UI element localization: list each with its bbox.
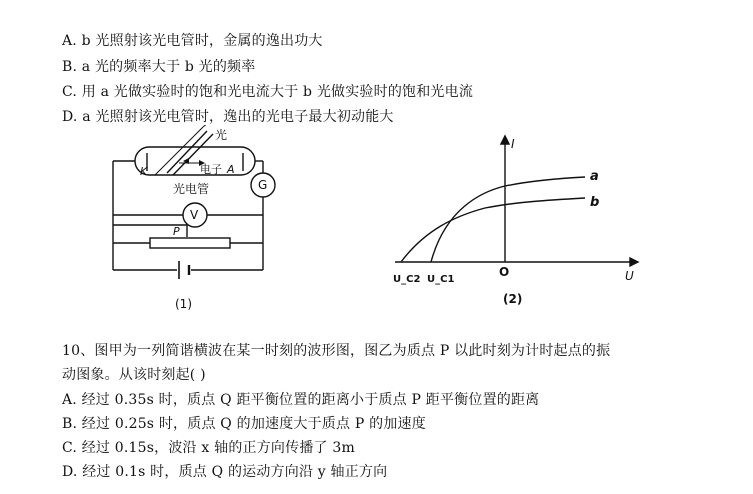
curve-b-label: b	[590, 195, 600, 210]
curve-a-label: a	[590, 169, 599, 184]
q9-option-a: A. b 光照射该光电管时，金属的逸出功大	[62, 33, 323, 49]
figure1-caption: (1)	[175, 297, 192, 311]
q10-stem-line2: 动图象。从该时刻起( )	[62, 367, 206, 383]
phototube	[135, 147, 255, 175]
q10-option-b: B. 经过 0.25s 时，质点 Q 的加速度大于质点 P 的加速度	[62, 416, 426, 432]
origin-label: O	[499, 265, 510, 279]
x-axis-label: U	[625, 269, 634, 283]
uc2-label: U_C2	[393, 274, 421, 285]
q10-option-d: D. 经过 0.1s 时，质点 Q 的运动方向沿 y 轴正方向	[62, 464, 388, 480]
figure2-caption: (2)	[503, 292, 523, 306]
electron-label: 电子	[200, 163, 222, 176]
light-label: 光	[215, 128, 228, 142]
q9-option-b: B. a 光的频率大于 b 光的频率	[62, 59, 256, 75]
uc1-label: U_C1	[427, 274, 455, 285]
q9-option-d: D. a 光照射该光电管时，逸出的光电子最大初动能大	[62, 109, 394, 125]
anode-label: A	[227, 163, 235, 176]
rheostat	[150, 238, 230, 248]
q10-option-c: C. 经过 0.15s，波沿 x 轴的正方向传播了 3m	[62, 440, 355, 456]
slider-label: P	[173, 225, 180, 238]
q9-option-c: C. 用 a 光做实验时的饱和光电流大于 b 光做实验时的饱和光电流	[62, 84, 474, 100]
voltmeter-label: V	[190, 208, 199, 222]
q10-option-a: A. 经过 0.35s 时，质点 Q 距平衡位置的距离小于质点 P 距平衡位置的距离	[62, 392, 540, 408]
tube-label: 光电管	[173, 182, 210, 196]
galvanometer-label: G	[258, 178, 268, 192]
curve-b	[401, 198, 585, 262]
cathode-label: K	[140, 165, 148, 178]
q10-stem-line1: 10、图甲为一列简谐横波在某一时刻的波形图，图乙为质点 P 以此时刻为计时起点的振	[62, 343, 611, 359]
y-axis-label: I	[511, 137, 515, 151]
circuit-figure	[95, 125, 295, 315]
iu-graph	[385, 130, 645, 310]
